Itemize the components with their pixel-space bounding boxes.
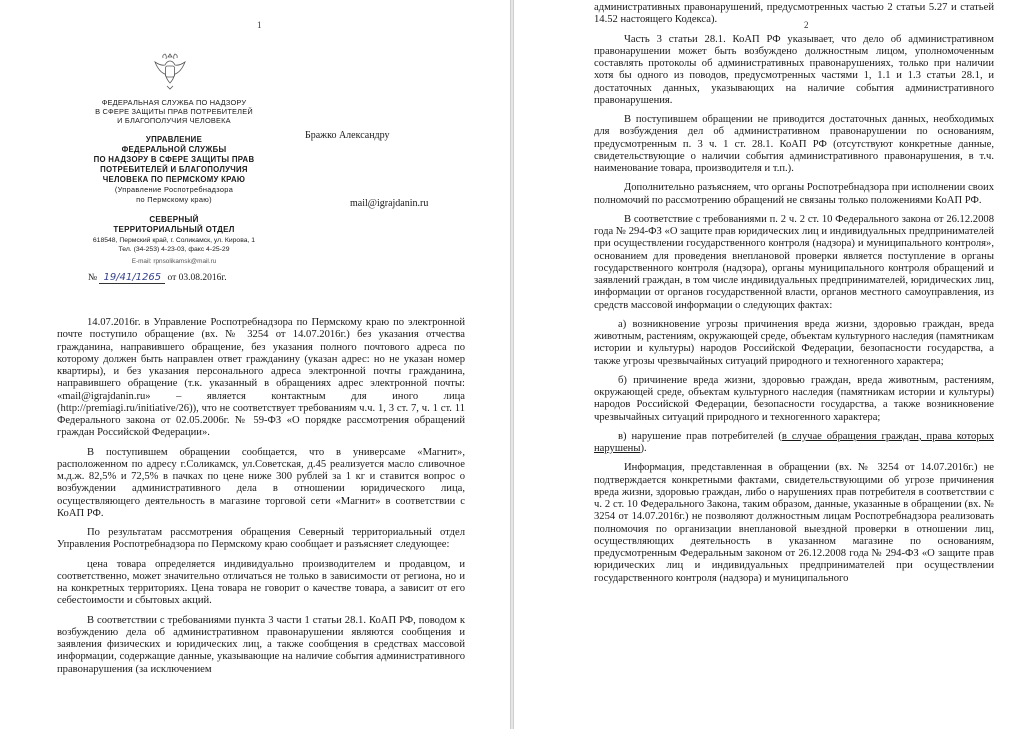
- agency-name: ФЕДЕРАЛЬНАЯ СЛУЖБА ПО НАДЗОРУ В СФЕРЕ ЗАЩИТЫ ПРАВ ПОТРЕБИТЕЛЕЙ И БЛАГОПОЛУЧИЯ ЧЕЛОВЕКА: [95, 98, 253, 125]
- office-email: E-mail: rpnsolikamsk@mail.ru: [131, 258, 217, 265]
- office-address: 618548, Пермский край, г. Соликамск, ул. Кирова, 1 Тел. (34-253) 4-23-03, факс 4-25-29: [92, 237, 256, 253]
- outgoing-reference: № 19/41/1265 от 03.08.2016г.: [88, 272, 227, 283]
- document-page-2: [514, 0, 1024, 729]
- recipient-email: mail@igrajdanin.ru: [350, 198, 429, 209]
- letter-body-continued: [594, 2, 994, 592]
- underlined-text: в случае обращения граждан, права которых нарушены: [594, 430, 994, 454]
- page-number: 2: [804, 20, 809, 30]
- territorial-office: СЕВЕРНЫЙ ТЕРРИТОРИАЛЬНЫЙ ОТДЕЛ: [113, 215, 235, 234]
- page-number: 1: [257, 20, 262, 30]
- paragraph: 14.07.2016г. в Управление Роспотребнадзора по Пермскому краю по электронной почте поступило обращение (вх. № 3254 от 14.07.2016г.) без указания отчества гражданина, направившего обращение, без указания полного почтового адреса по которому должен быть направлен ответ гражданину (указан адрес: но не указан номер квартиры), и без указания персонального адреса электронной почты гражданина, направившего обращение (т.к. указанный в обращениях адрес электронной почты: «mail@igrajdanin.ru» – является контактным для иного лица (http://premiagi.ru/initiative/26)), что не соответствует требованиям ч.ч. 1, 3 ст. 7, ч. 1 ст. 11 Федерального закона от 02.05.2006г. № 59-ФЗ «О порядке рассмотрения обращений граждан Российской Федерации».: [57, 317, 465, 439]
- paragraph: цена товара определяется индивидуально производителем и продавцом, и соответственно, может значительно отличаться не только в зависимости от региона, но и на конкретных территориях. Цена товара не говорит о качестве товара, а зависит от его себестоимости и сбытовых акций.: [57, 558, 465, 607]
- outgoing-date: от 03.08.2016г.: [167, 273, 227, 283]
- paragraph: Часть 3 статьи 28.1. КоАП РФ указывает, что дело об административном правонарушении может быть возбуждено должностным лицом, уполномоченным составлять протоколы об административных правонарушениях, только при наличии хотя бы одного из поводов, предусмотренных частями 1, 1.1 и 1.3 статьи 28.1, и достаточных данных, указывающих на наличие события административного правонарушения.: [594, 33, 994, 106]
- paragraph: Дополнительно разъясняем, что органы Роспотребнадзора при исполнении своих полномочий по рассмотрению обращений не связаны только положениями КоАП РФ.: [594, 182, 994, 206]
- paragraph: По результатам рассмотрения обращения Северный территориальный отдел Управления Роспотребнадзора по Пермскому краю сообщает и разъясняет следующее:: [57, 527, 465, 551]
- recipient-name: Бражко Александру: [305, 130, 390, 141]
- paragraph: В соответствии с требованиями пункта 3 части 1 статьи 28.1. КоАП РФ, поводом к возбуждению дела об административном правонарушении являются сообщения и заявления физических и юридических лиц, а также сообщения в средствах массовой информации, содержащие данные, указывающие на наличие события административного правонарушения (за исключением: [57, 614, 465, 675]
- outgoing-number: 19/41/1265: [99, 272, 165, 284]
- list-item: б) причинение вреда жизни, здоровью граждан, вреда животным, растениям, окружающей среде, объектам культурного наследия (памятникам истории и культуры) народов Российской Федерации, безопасности государства, а также возникновение чрезвычайных ситуаций природного и техногенного характера;: [594, 374, 994, 423]
- list-item: а) возникновение угрозы причинения вреда жизни, здоровью граждан, вреда животным, растениям, окружающей среде, объектам культурного наследия (памятникам истории и культуры) народов Российской Федерации, безопасности государства, а также угрозы чрезвычайных ситуаций природного и техногенного характера;: [594, 318, 994, 367]
- paragraph: В поступившем обращении не приводится достаточных данных, необходимых для возбуждения дел об административном правонарушении по основаниям, предусмотренным п. 3 ч. 1 ст. 28.1. КоАП РФ (отсутствуют конкретные данные, свидетельствующие о наличии события административного правонарушения, в т.ч. наименование товара, производителя и т.п.).: [594, 114, 994, 174]
- paragraph-continuation: административных правонарушений, предусмотренных частью 2 статьи 5.27 и статьей 14.52 настоящего Кодекса).: [594, 2, 994, 26]
- paragraph: В поступившем обращении сообщается, что в универсаме «Магнит», расположенном по адресу г.Соликамск, ул.Советская, д.45 реализуется масло сливочное м.д.ж. 82,5% и 72,5% в пачках по цене ниже 300 рублей за 1 кг и ставится вопрос о возбуждении административного дела в отношении юридического лица, осуществляющего деятельность в магазине торговой сети «Магнит» в соответствии с КоАП РФ.: [57, 446, 465, 519]
- department-name: УПРАВЛЕНИЕ ФЕДЕРАЛЬНОЙ СЛУЖБЫ ПО НАДЗОРУ В СФЕРЕ ЗАЩИТЫ ПРАВ ПОТРЕБИТЕЛЕЙ И БЛАГОПОЛУЧИЯ ЧЕЛОВЕКА ПО ПЕРМСКОМУ КРАЮ (Управление Роспотребнадзора по Пермскому краю): [93, 135, 255, 204]
- document-page-1: [0, 0, 510, 729]
- russian-coat-of-arms-icon: [152, 50, 188, 92]
- paragraph: Информация, представленная в обращении (вх. № 3254 от 14.07.2016г.) не подтверждается конкретными фактами, свидетельствующими об угрозе причинения вреда жизни, здоровью граждан, либо о нарушениях прав потребителя в соответствии с ч. 2 ст. 10 Федерального Закона, таким образом, данные, указанные в обращении (вх. № 3254 от 14.07.2016г.) не позволяют должностным лицам Роспотребнадзора реализовать полномочия по организации внеплановой выездной проверки в отношении лиц, осуществляющих деятельность в указанном магазине по основаниям, предусмотренным Федеральным законом от 26.12.2008 года № 294-ФЗ «О защите прав юридических лиц и индивидуальных предпринимателей при осуществлении государственного контроля (надзора) и муниципального: [594, 462, 994, 584]
- letter-body: [57, 317, 465, 683]
- list-item: в) нарушение прав потребителей (в случае обращения граждан, права которых нарушены).: [594, 430, 994, 454]
- paragraph: В соответствие с требованиями п. 2 ч. 2 ст. 10 Федерального закона от 26.12.2008 года № 294-ФЗ «О защите прав юридических лиц и индивидуальных предпринимателей при осуществлении государственного контроля (надзора) и муниципального контроля», основанием для проведения внеплановой проверки является поступление в органы государственного контроля (надзора), органы муниципального контроля обращений и заявлений граждан, в том числе индивидуальных предпринимателей, юридических лиц, информации от органов государственной власти, органов местного самоуправления, из средств массовой информации о следующих фактах:: [594, 213, 994, 311]
